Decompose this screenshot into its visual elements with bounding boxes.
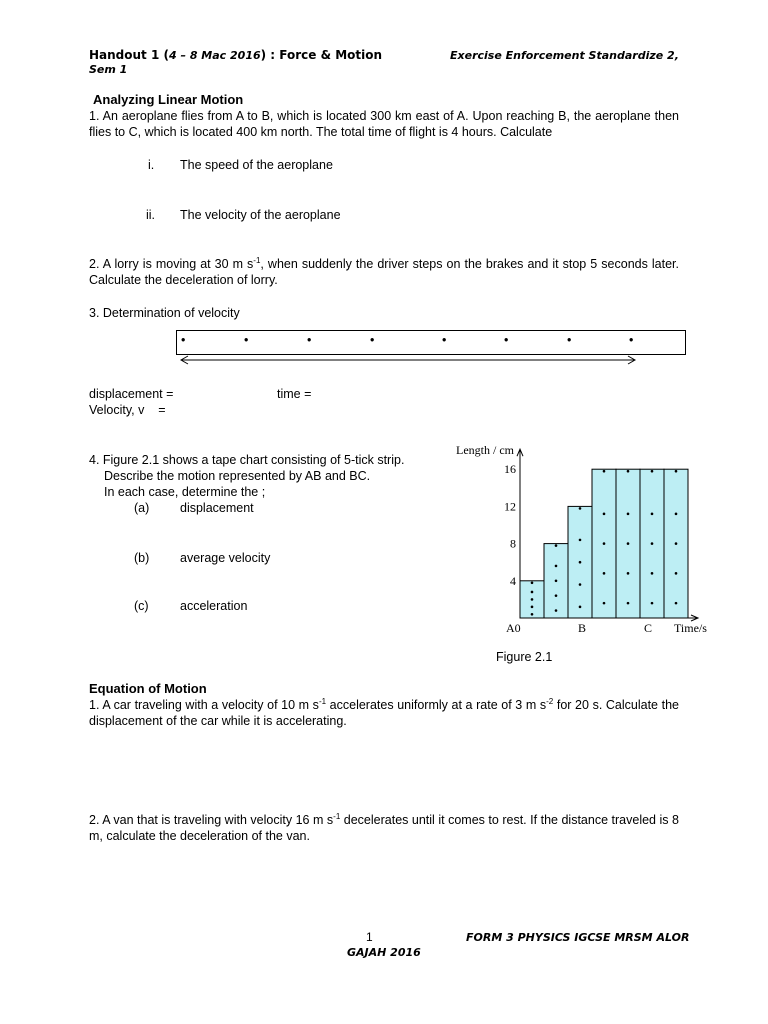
tape-tick-dot — [531, 582, 534, 585]
y-axis-label: Length / cm — [456, 443, 514, 457]
handout-title: Handout 1 (4 – 8 Mac 2016) : Force & Motion — [89, 48, 383, 62]
tape-tick-dot — [603, 542, 606, 545]
exercise-label: Exercise Enforcement Standardize 2, — [450, 49, 679, 62]
tape-tick-dot — [651, 513, 654, 516]
question-4-part-a-num: (a) — [134, 501, 150, 515]
tape-tick-dot — [675, 470, 678, 473]
question-4-part-c-text: acceleration — [180, 599, 248, 613]
tape-tick-dot — [555, 544, 558, 547]
tape-tick-dot — [603, 470, 606, 473]
tape-dot: • — [244, 333, 249, 347]
question-2-text: 2. A lorry is moving at 30 m $s^{-1}$, when suddenly the driver steps on the brakes and it stop 5 seconds later. Calculate the deceleration of lorry. — [89, 256, 679, 287]
tape-dot: • — [307, 333, 312, 347]
question-1-part-i-text: The speed of the aeroplane — [180, 158, 333, 172]
tape-tick-dot — [627, 602, 630, 605]
tape-dot: • — [504, 333, 509, 347]
tape-tick-dot — [651, 602, 654, 605]
tape-tick-dot — [675, 602, 678, 605]
tape-length-arrow — [176, 354, 646, 366]
section-heading-equation-of-motion: Equation of Motion — [89, 681, 207, 696]
tape-chart — [450, 438, 730, 643]
tape-tick-dot — [555, 594, 558, 597]
tape-tick-dot — [627, 513, 630, 516]
question-3-text: 3. Determination of velocity — [89, 306, 240, 320]
tape-dot: • — [567, 333, 572, 347]
section-heading-linear-motion: Analyzing Linear Motion — [93, 92, 244, 107]
tape-tick-dot — [555, 565, 558, 568]
page-number: 1 — [366, 930, 373, 944]
question-4-part-b-num: (b) — [134, 551, 150, 565]
semester-label: Sem 1 — [89, 63, 128, 76]
tape-tick-dot — [531, 606, 534, 609]
tape-tick-dot — [555, 580, 558, 583]
tape-tick-dot — [531, 613, 534, 616]
tape-tick-dot — [651, 470, 654, 473]
question-1-part-ii-num: ii. — [146, 208, 156, 222]
tape-tick-dot — [675, 572, 678, 575]
tape-tick-dot — [651, 572, 654, 575]
question-4-part-a-text: displacement — [180, 501, 254, 515]
footer-course-label-line-2: GAJAH 2016 — [347, 946, 421, 959]
tape-tick-dot — [675, 542, 678, 545]
question-4-part-b-text: average velocity — [180, 551, 271, 565]
tape-tick-dot — [531, 598, 534, 601]
tape-tick-dot — [603, 602, 606, 605]
tape-tick-dot — [579, 561, 582, 564]
y-tick-label: 12 — [504, 499, 516, 514]
time-label: time = — [277, 387, 312, 401]
handout-dates: 4 – 8 Mac 2016 — [169, 49, 261, 62]
tape-dot: • — [629, 333, 634, 347]
question-1-part-i-num: i. — [148, 158, 155, 172]
displacement-label: displacement = — [89, 387, 174, 401]
figure-caption: Figure 2.1 — [496, 650, 553, 664]
x-marker-b: B — [578, 621, 587, 635]
equation-question-1-text: 1. A car traveling with a velocity of 10 m $s^{-1}$ accelerates uniformly at a rate of 3 m $s^{-2}$ for 20 s. Calculate the displacement of the car while it is accelerating. — [89, 697, 679, 728]
equation-question-2-text: 2. A van that is traveling with velocity 16 m $s^{-1}$ decelerates until it comes to rest. If the distance traveled is 8 m, calculate the deceleration of the van. — [89, 812, 679, 843]
tape-tick-dot — [651, 542, 654, 545]
y-tick-label: 16 — [504, 462, 516, 477]
tape-tick-dot — [627, 470, 630, 473]
tape-dot: • — [181, 333, 186, 347]
tape-tick-dot — [579, 507, 582, 510]
tape-tick-dot — [603, 513, 606, 516]
question-4-line-2: Describe the motion represented by AB and BC. — [104, 469, 371, 483]
tape-dot: • — [442, 333, 447, 347]
tape-tick-dot — [579, 583, 582, 586]
question-4-line-3: In each case, determine the ; — [104, 485, 266, 499]
tape-tick-dot — [531, 591, 534, 594]
tape-tick-dot — [579, 539, 582, 542]
footer-course-label: FORM 3 PHYSICS IGCSE MRSM ALOR — [466, 931, 690, 944]
tape-tick-dot — [555, 609, 558, 612]
tape-dot: • — [370, 333, 375, 347]
tape-tick-dot — [627, 572, 630, 575]
x-marker-c: C — [644, 621, 653, 635]
origin-label: A0 — [506, 621, 521, 635]
tape-tick-dot — [579, 606, 582, 609]
tape-tick-dot — [603, 572, 606, 575]
velocity-label: Velocity, v = — [89, 403, 166, 417]
ticker-tape — [176, 330, 686, 355]
question-1-text: 1. An aeroplane flies from A to B, which is located 300 km east of A. Upon reaching B, the aeroplane then flies to C, which is located 400 km north. The total time of flight is 4 hours. Calculate — [89, 109, 679, 139]
question-4-part-c-num: (c) — [134, 599, 149, 613]
y-tick-label: 8 — [510, 536, 516, 551]
tape-tick-dot — [675, 513, 678, 516]
tape-tick-dot — [627, 542, 630, 545]
question-4-line-1: 4. Figure 2.1 shows a tape chart consisting of 5-tick strip. — [89, 453, 405, 467]
x-axis-label: Time/s — [674, 621, 707, 635]
y-tick-label: 4 — [510, 573, 516, 588]
question-1-part-ii-text: The velocity of the aeroplane — [180, 208, 341, 222]
